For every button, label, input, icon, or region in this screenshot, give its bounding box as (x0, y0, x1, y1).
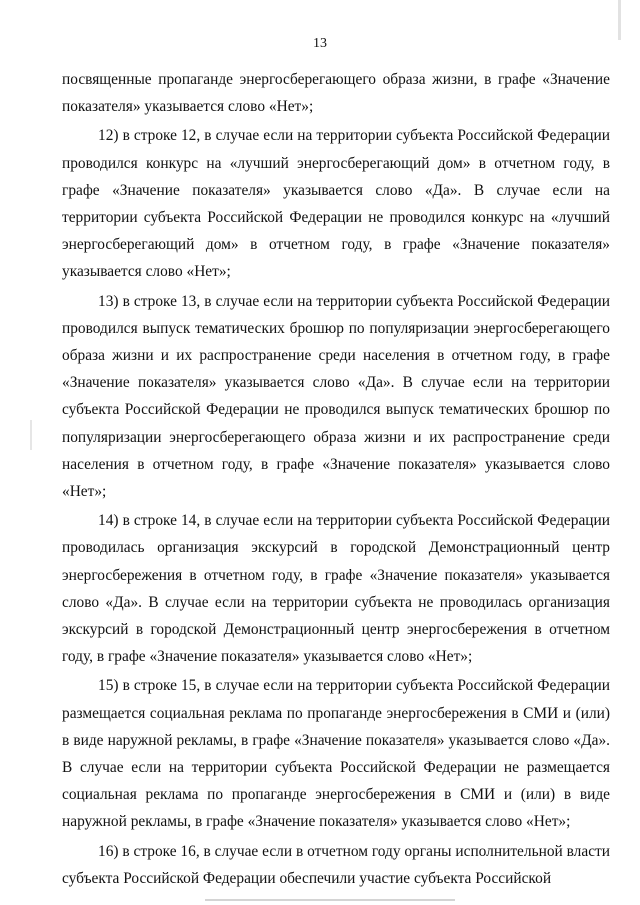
page-number: 13 (313, 36, 327, 51)
scan-artifact-left (30, 420, 32, 450)
paragraph-item-14: 14) в строке 14, в случае если на территории субъекта Российской Федерации проводилась организация экскурсий в городской Демонстрационный центр энергосбережения в отчетном году, в графе «Значение показателя» указывается слово «Да». В случае если на территории субъекта не проводилась организация экскурсий в городской Демонстрационный центр энергосбережения в отчетном году, в графе «Значение показателя» указывается слово «Нет»; (62, 512, 610, 666)
paragraph-item-15: 15) в строке 15, в случае если на территории субъекта Российской Федерации размещается социальная реклама по пропаганде энергосбережения в СМИ и (или) в виде наружной рекламы, в графе «Значение показателя» указывается слово «Да». В случае если на территории субъекта Российской Федерации не размещается социальная реклама по пропаганде энергосбережения в СМИ и (или) в виде наружной рекламы, в графе «Значение показателя» указывается слово «Нет»; (62, 677, 610, 831)
scan-artifact-bottom (205, 899, 455, 901)
paragraph-item-12: 12) в строке 12, в случае если на территории субъекта Российской Федерации проводился конкурс на «лучший энергосберегающий дом» в отчетном году, в графе «Значение показателя» указывается слово «Да». В случае если на территории субъекта Российской Федерации не проводился конкурс на «лучший энергосберегающий дом» в отчетном году, в графе «Значение показателя» указывается слово «Нет»; (62, 127, 610, 281)
scan-artifact-top (618, 0, 621, 40)
document-body (62, 66, 610, 894)
paragraph-item-13: 13) в строке 13, в случае если на территории субъекта Российской Федерации проводился выпуск тематических брошюр по популяризации энергосберегающего образа жизни и их распространение среди населения в отчетном году, в графе «Значение показателя» указывается слово «Да». В случае если на территории субъекта Российской Федерации не проводился выпуск тематических брошюр по популяризации энергосберегающего образа жизни и их распространение среди населения в отчетном году, в графе «Значение показателя» указывается слово «Нет»; (62, 292, 610, 501)
paragraph-continuation: посвященные пропаганде энергосберегающего образа жизни, в графе «Значение показателя» указывается слово «Нет»; (62, 71, 610, 116)
paragraph-item-16: 16) в строке 16, в случае если в отчетном году органы исполнительной власти субъекта Российской Федерации обеспечили участие субъекта Российской (62, 842, 610, 887)
